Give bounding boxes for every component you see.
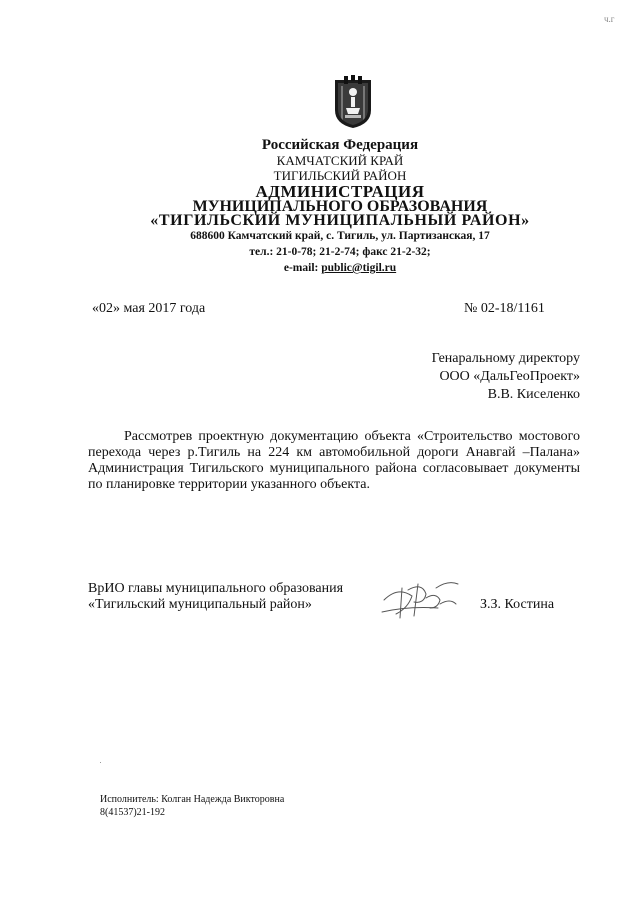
coat-of-arms-icon [331, 74, 375, 130]
recipient-name: В.В. Киселенко [487, 387, 580, 402]
header-municipal-formation: МУНИЦИПАЛЬНОГО ОБРАЗОВАНИЯ [192, 198, 488, 215]
recipient-company: ООО «ДальГеоПроект» [439, 369, 580, 384]
header-address: 688600 Камчатский край, с. Тигиль, ул. Партизанская, 17 [190, 230, 490, 242]
signer-position [88, 581, 343, 613]
signer-name: З.З. Костина [480, 597, 555, 612]
corner-mark: ч.г [604, 14, 615, 24]
header-country: Российская Федерация [261, 137, 419, 153]
executor-name: Исполнитель: Колган Надежда Викторовна [100, 794, 285, 805]
email-label: e-mail: [283, 262, 322, 274]
handwritten-signature-icon [378, 578, 470, 620]
recipient-block [380, 350, 580, 404]
page-dot [100, 762, 101, 763]
letter-number: № 02-18/1161 [464, 301, 545, 316]
header-phones: тел.: 21-0-78; 21-2-74; факс 21-2-32; [249, 246, 431, 258]
recipient-title: Генаральному директору [431, 351, 580, 366]
header-email-line [90, 263, 590, 275]
letter-body-text: Рассмотрев проектную документацию объекта «Строительство мостового перехода через р.Тигиль на 224 км автомобильной дороги Анавгай –Палана» Администрация Тигильского муниципального района согласовывает документы по планировке территории указанного объекта. [88, 429, 580, 492]
header-region: КАМЧАТСКИЙ КРАЙ [276, 153, 404, 168]
header-district: ТИГИЛЬСКИЙ РАЙОН [273, 168, 407, 183]
email-link[interactable]: public@tigil.ru [321, 262, 397, 274]
signer-position-line2: «Тигильский муниципальный район» [88, 597, 312, 612]
executor-block [100, 793, 284, 819]
signer-position-line1: ВрИО главы муниципального образования [88, 581, 344, 596]
header-organization-name: «ТИГИЛЬСКИЙ МУНИЦИПАЛЬНЫЙ РАЙОН» [150, 212, 530, 229]
letter-body [88, 429, 580, 493]
letter-date: «02» мая 2017 года [92, 301, 206, 316]
header-admin: АДМИНИСТРАЦИЯ [255, 182, 425, 201]
executor-phone: 8(41537)21-192 [100, 807, 165, 818]
